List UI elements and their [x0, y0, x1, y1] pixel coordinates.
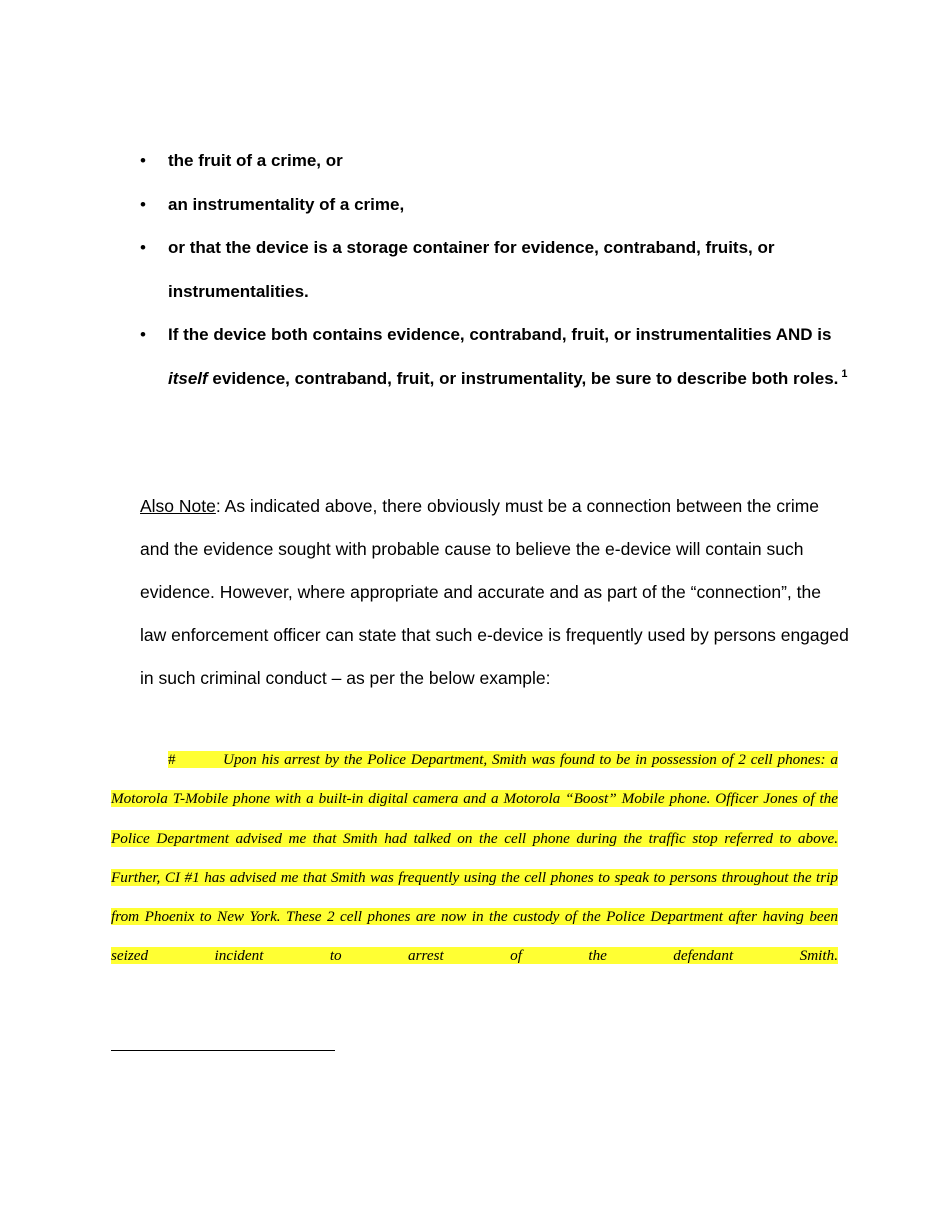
bullet-item-2: [140, 183, 850, 227]
bullet-text: or that the device is a storage container for evidence, contraband, fruits, or instrumentalities.: [168, 238, 775, 301]
bullet-text-after: evidence, contraband, fruit, or instrumentality, be sure to describe both roles.: [207, 368, 839, 388]
example-marker: #: [168, 751, 176, 768]
note-label: Also Note: [140, 496, 216, 516]
footnote-reference[interactable]: 1: [841, 367, 848, 380]
note-separator: :: [215, 496, 221, 516]
bullet-item-3: [140, 226, 850, 313]
note-paragraph: [140, 485, 850, 700]
bullet-item-4: [140, 313, 850, 400]
bullet-icon: •: [140, 238, 146, 257]
bullet-icon: •: [140, 325, 146, 344]
bullet-icon: •: [140, 194, 146, 214]
bullet-text: an instrumentality of a crime,: [168, 194, 405, 214]
bullet-text-before: If the device both contains evidence, contraband, fruit, or instrumentalities AND is: [168, 325, 832, 344]
note-text: As indicated above, there obviously must be a connection between the crime and the evidence sought with probable cause to believe the e-device will contain such evidence. However, where appropriate and accurate and as part of the “connection”, the law enforcement officer can state that such e-device is frequently used by persons engaged in such criminal conduct – as per the below example:: [140, 496, 849, 688]
example-paragraph: [111, 740, 838, 976]
bullet-icon: •: [140, 151, 146, 170]
bullet-list: [140, 139, 850, 400]
bullet-item-1: [140, 139, 850, 183]
bullet-text: the fruit of a crime, or: [168, 151, 343, 170]
footnote-separator: [111, 1050, 335, 1051]
example-text: Upon his arrest by the Police Department, Smith was found to be in possession of 2 cell phones: a Motorola T-Mobile phone with a built-in digital camera and a Motorola “Boost” Mobile phone. Officer Jones of the Police Department advised me that Smith had talked on the cell phone during the traffic stop referred to above. Further, CI #1 has advised me that Smith was frequently using the cell phones to speak to persons throughout the trip from Phoenix to New York. These 2 cell phones are now in the custody of the Police Department after having been seized incident to arrest of the defendant Smith.: [111, 751, 838, 965]
example-highlight: [111, 751, 838, 964]
bullet-emphasis: itself: [168, 368, 208, 388]
